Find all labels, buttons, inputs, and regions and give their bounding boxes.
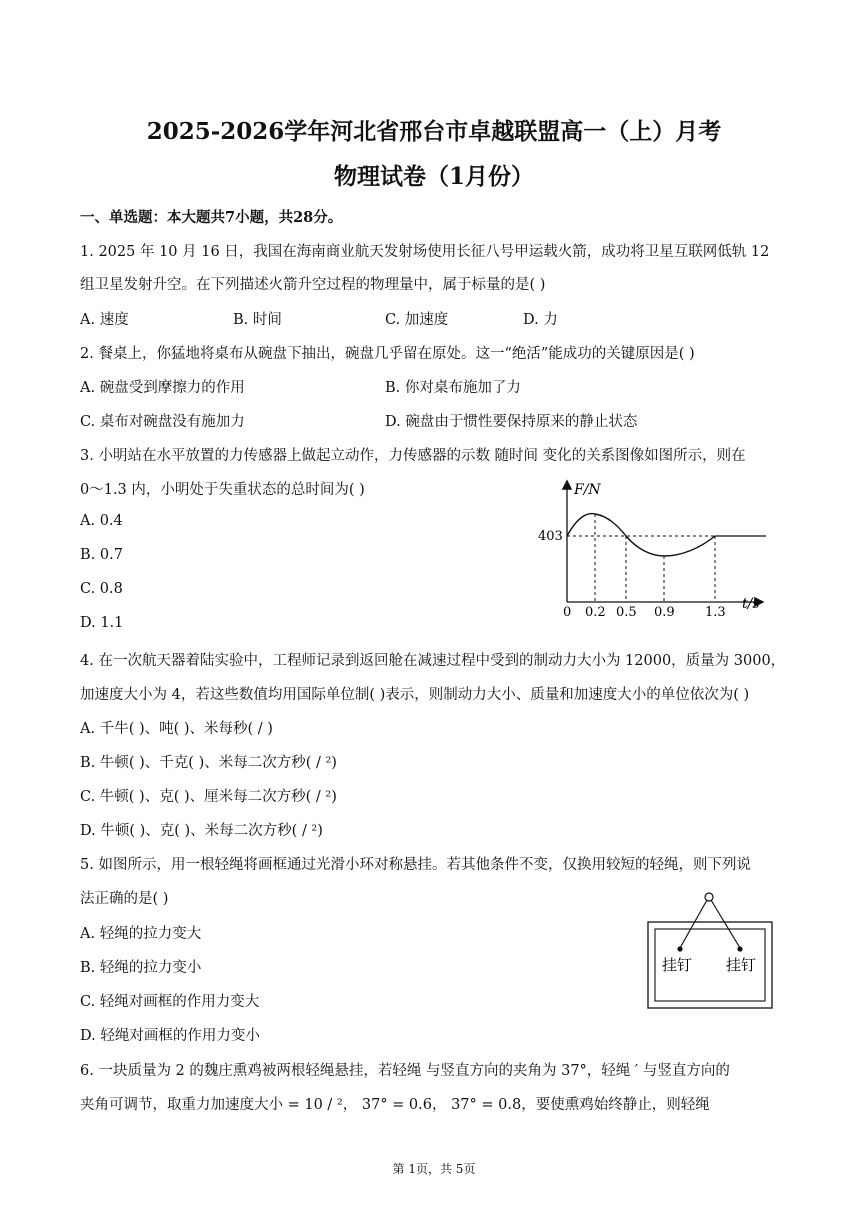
q4-option-c: C. 牛顿( )、克( )、厘米每二次方秒( / ²) — [80, 789, 337, 805]
y-axis-label: F/N — [574, 482, 601, 498]
x-axis-label: t/s — [742, 596, 760, 612]
title-line-2: 物理试卷（1月份） — [333, 163, 534, 190]
q1-line-2: 组卫星发射升空。在下列描述火箭升空过程的物理量中，属于标量的是( ) — [80, 277, 546, 293]
q3-option-c: C. 0.8 — [80, 581, 123, 597]
q6-line-1: 6. 一块质量为 2 的魏庄熏鸡被两根轻绳悬挂，若轻绳 与竖直方向的夹角为 37°，轻绳 ′ 与竖直方向的 — [80, 1063, 730, 1079]
q2-option-b: B. 你对桌布施加了力 — [385, 380, 521, 396]
q5-option-c: C. 轻绳对画框的作用力变大 — [80, 994, 260, 1010]
q3-force-time-graph — [530, 474, 780, 616]
q1-option-a: A. 速度 — [80, 312, 129, 328]
q5-option-d: D. 轻绳对画框的作用力变小 — [80, 1028, 260, 1044]
q2-option-c: C. 桌布对碗盘没有施加力 — [80, 414, 245, 430]
q5-option-b: B. 轻绳的拉力变小 — [80, 960, 202, 976]
q4-line-2: 加速度大小为 4，若这些数值均用国际单位制( )表示，则制动力大小、质量和加速度大小的单位依次为( ) — [80, 687, 750, 703]
page-footer: 第 1页，共 5页 — [392, 1162, 476, 1176]
q6-line-2: 夹角可调节，取重力加速度大小 = 10 / ²， 37° = 0.6， 37° = 0.8，要使熏鸡始终静止，则轻绳 — [80, 1097, 710, 1113]
q5-line-2: 法正确的是( ) — [80, 891, 169, 907]
x-tick-0: 0 — [563, 605, 572, 616]
smooth-ring — [705, 893, 713, 901]
q3-option-d: D. 1.1 — [80, 615, 124, 631]
q2-line-1: 2. 餐桌上，你猛地将桌布从碗盘下抽出，碗盘几乎留在原处。这一“绝活”能成功的关键原因是( ) — [80, 346, 695, 362]
q3-line-2: 0～1.3 内，小明处于失重状态的总时间为( ) — [80, 482, 365, 498]
nail-left — [677, 946, 682, 951]
q5-line-1: 5. 如图所示，用一根轻绳将画框通过光滑小环对称悬挂。若其他条件不变，仅换用较短的轻绳，则下列说 — [80, 857, 751, 873]
nail-right — [737, 946, 742, 951]
title-line-1: 2025-2026学年河北省邢台市卓越联盟高一（上）月考 — [146, 118, 722, 145]
q5-option-a: A. 轻绳的拉力变大 — [80, 926, 202, 942]
rope-right — [711, 900, 740, 948]
nail-right-label: 挂钉 — [726, 956, 757, 974]
nail-left-label: 挂钉 — [662, 956, 693, 974]
x-tick-0-9: 0.9 — [654, 605, 675, 616]
x-tick-0-2: 0.2 — [585, 605, 606, 616]
q1-option-c: C. 加速度 — [385, 312, 449, 328]
q4-line-1: 4. 在一次航天器着陆实验中，工程师记录到返回舱在减速过程中受到的制动力大小为 12000，质量为 3000， — [80, 653, 786, 669]
y-tick-403: 403 — [538, 529, 563, 544]
section-heading: 一、单选题：本大题共7小题，共28分。 — [80, 209, 343, 226]
q4-option-d: D. 牛顿( )、克( )、米每二次方秒( / ²) — [80, 823, 323, 839]
q1-line-1: 1. 2025 年 10 月 16 日，我国在海南商业航天发射场使用长征八号甲运载火箭，成功将卫星互联网低轨 12 — [80, 244, 770, 260]
q3-option-b: B. 0.7 — [80, 547, 123, 563]
force-curve — [567, 514, 715, 556]
q1-option-b: B. 时间 — [233, 312, 282, 328]
q1-option-d: D. 力 — [523, 312, 558, 328]
x-tick-0-5: 0.5 — [616, 605, 637, 616]
q3-option-a: A. 0.4 — [80, 513, 123, 529]
rope-left — [680, 900, 707, 948]
x-tick-1-3: 1.3 — [705, 605, 726, 616]
q4-option-a: A. 千牛( )、吨( )、米每秒( / ) — [80, 721, 273, 737]
q3-line-1: 3. 小明站在水平放置的力传感器上做起立动作，力传感器的示数 随时间 变化的关系图像如图所示，则在 — [80, 448, 746, 464]
q2-option-d: D. 碗盘由于惯性要保持原来的静止状态 — [385, 414, 638, 430]
q2-option-a: A. 碗盘受到摩擦力的作用 — [80, 380, 245, 396]
q5-picture-frame-diagram — [640, 888, 780, 1012]
q4-option-b: B. 牛顿( )、千克( )、米每二次方秒( / ²) — [80, 755, 337, 771]
